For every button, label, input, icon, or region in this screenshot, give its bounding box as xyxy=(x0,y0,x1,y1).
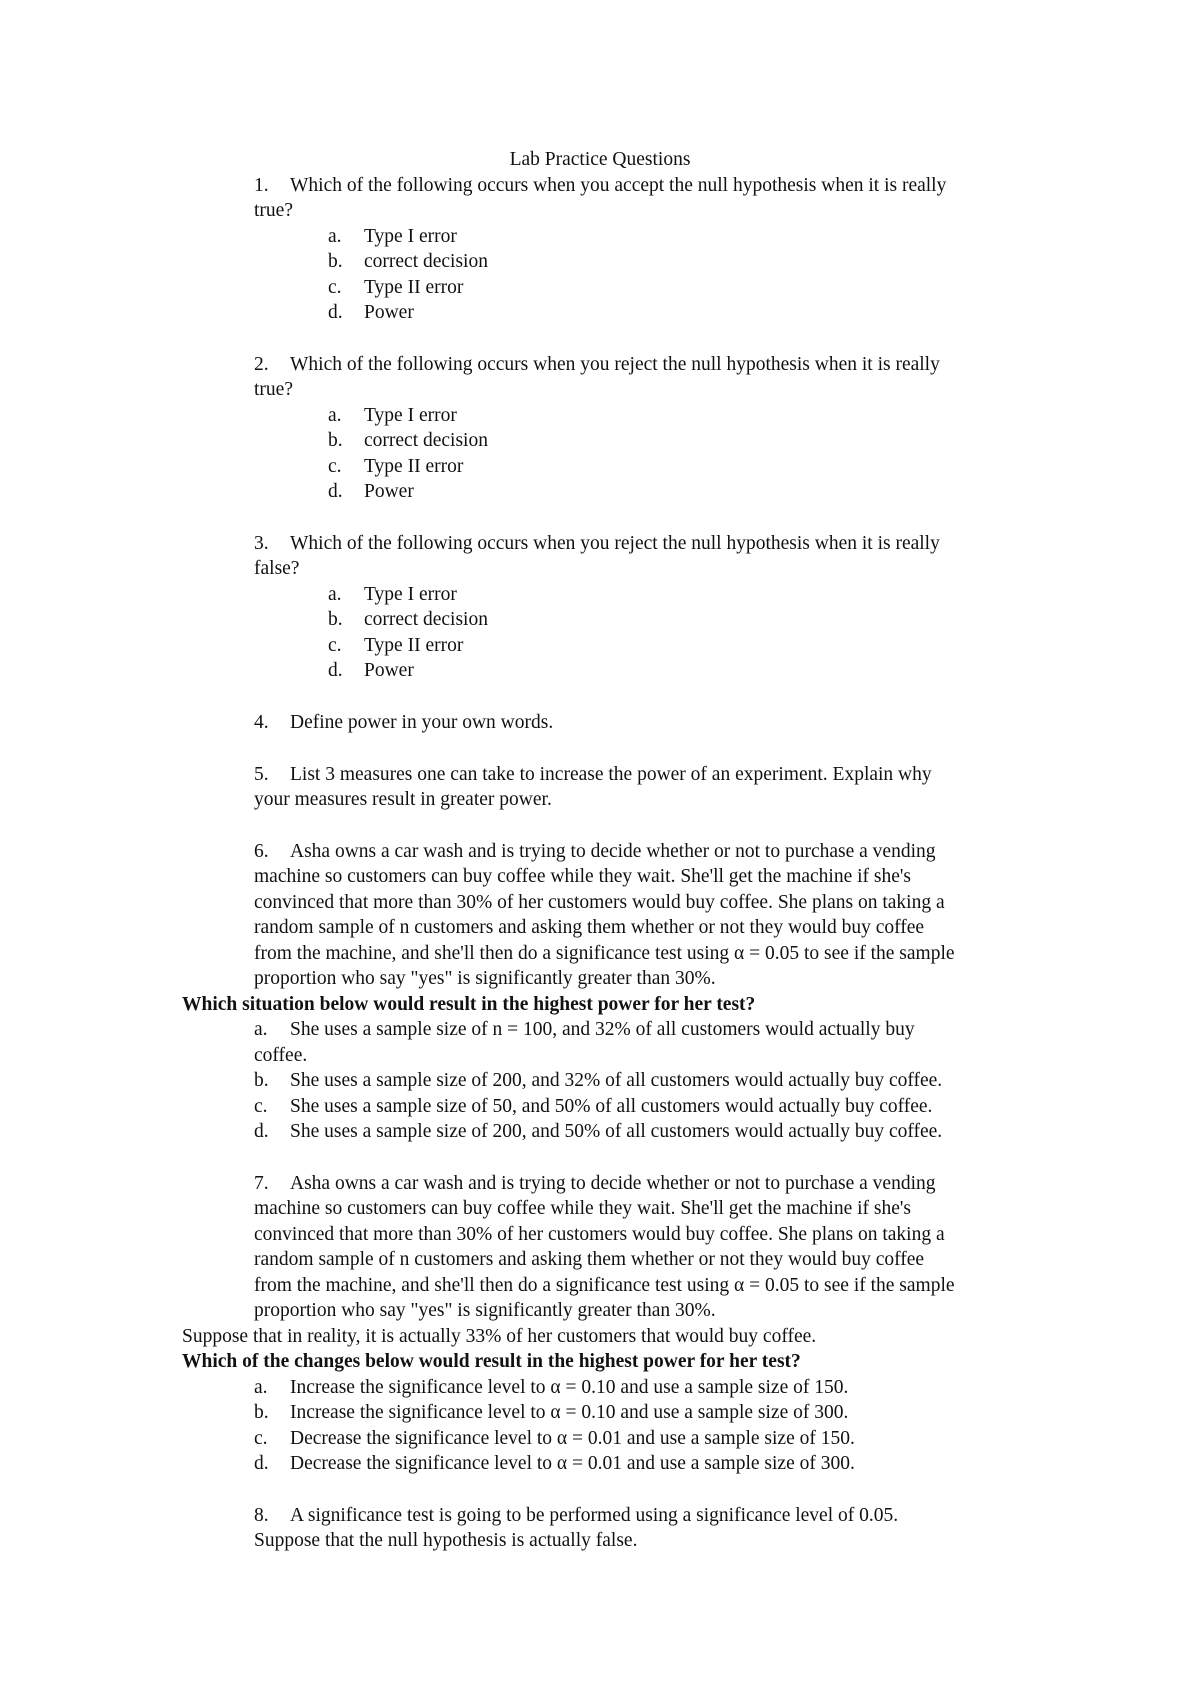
question-number: 8. xyxy=(254,1505,269,1526)
question-number: 1. xyxy=(254,175,269,196)
question-text-cont: random sample of n customers and asking them whether or not they would buy coffee xyxy=(254,917,925,938)
question-text: Which of the following occurs when you reject the null hypothesis when it is really xyxy=(290,533,940,554)
option-c: c. She uses a sample size of 50, and 50% of all customers would actually buy coffee. xyxy=(254,1096,933,1117)
question-number: 7. xyxy=(254,1173,269,1194)
question-number: 2. xyxy=(254,354,269,375)
question-number: 5. xyxy=(254,764,269,785)
question-3 xyxy=(254,532,940,556)
option-c: c. Decrease the significance level to α = 0.01 and use a sample size of 150. xyxy=(254,1428,855,1449)
question-text-cont: proportion who say "yes" is significantly greater than 30%. xyxy=(254,1300,716,1321)
question-text: Which of the following occurs when you reject the null hypothesis when it is really xyxy=(290,354,940,375)
question-text-cont: your measures result in greater power. xyxy=(254,789,552,810)
option-d: d. Power xyxy=(328,660,414,681)
option-a: a. She uses a sample size of n = 100, and 32% of all customers would actually buy xyxy=(254,1019,915,1040)
question-suppose: Suppose that in reality, it is actually 33% of her customers that would buy coffee. xyxy=(182,1326,817,1347)
option-c: c. Type II error xyxy=(328,635,464,656)
question-text: Which of the following occurs when you accept the null hypothesis when it is really xyxy=(290,175,947,196)
question-4 xyxy=(254,711,553,735)
option-a-cont: coffee. xyxy=(254,1045,308,1066)
question-2 xyxy=(254,353,940,377)
option-c: c. Type II error xyxy=(328,456,464,477)
option-b: b. correct decision xyxy=(328,430,488,451)
question-text-cont: from the machine, and she'll then do a significance test using α = 0.05 to see if the sample xyxy=(254,1275,955,1296)
question-text-cont: false? xyxy=(254,558,300,579)
question-number: 4. xyxy=(254,712,269,733)
question-text: Define power in your own words. xyxy=(290,712,554,733)
option-d: d. Decrease the significance level to α = 0.01 and use a sample size of 300. xyxy=(254,1453,855,1474)
page-title: Lab Practice Questions xyxy=(509,149,691,170)
option-a: a. Type I error xyxy=(328,584,457,605)
question-text-cont: convinced that more than 30% of her customers would buy coffee. She plans on taking a xyxy=(254,892,945,913)
question-number: 6. xyxy=(254,841,269,862)
option-a: a. Type I error xyxy=(328,226,457,247)
question-text-cont: machine so customers can buy coffee while they wait. She'll get the machine if she's xyxy=(254,1198,912,1219)
question-8 xyxy=(254,1504,898,1528)
question-text-cont: machine so customers can buy coffee while they wait. She'll get the machine if she's xyxy=(254,866,912,887)
option-d: d. Power xyxy=(328,481,414,502)
question-prompt: Which of the changes below would result in the highest power for her test? xyxy=(182,1351,801,1372)
question-7 xyxy=(254,1172,935,1196)
question-text-cont: true? xyxy=(254,379,293,400)
question-prompt: Which situation below would result in the highest power for her test? xyxy=(182,994,756,1015)
question-6 xyxy=(254,840,935,864)
option-d: d. She uses a sample size of 200, and 50% of all customers would actually buy coffee. xyxy=(254,1121,943,1142)
question-text-cont: random sample of n customers and asking them whether or not they would buy coffee xyxy=(254,1249,925,1270)
question-text-cont: Suppose that the null hypothesis is actually false. xyxy=(254,1530,638,1551)
question-text: Asha owns a car wash and is trying to decide whether or not to purchase a vending xyxy=(290,1173,936,1194)
option-c: c. Type II error xyxy=(328,277,464,298)
option-b: b. Increase the significance level to α = 0.10 and use a sample size of 300. xyxy=(254,1402,849,1423)
question-text: List 3 measures one can take to increase the power of an experiment. Explain why xyxy=(290,764,932,785)
option-a: a. Increase the significance level to α = 0.10 and use a sample size of 150. xyxy=(254,1377,849,1398)
option-a: a. Type I error xyxy=(328,405,457,426)
question-5 xyxy=(254,763,932,787)
question-text-cont: convinced that more than 30% of her customers would buy coffee. She plans on taking a xyxy=(254,1224,945,1245)
question-number: 3. xyxy=(254,533,269,554)
question-text: Asha owns a car wash and is trying to decide whether or not to purchase a vending xyxy=(290,841,936,862)
option-b: b. correct decision xyxy=(328,251,488,272)
option-d: d. Power xyxy=(328,302,414,323)
option-b: b. She uses a sample size of 200, and 32% of all customers would actually buy coffee. xyxy=(254,1070,943,1091)
question-text: A significance test is going to be performed using a significance level of 0.05. xyxy=(290,1505,899,1526)
question-text-cont: true? xyxy=(254,200,293,221)
question-text-cont: from the machine, and she'll then do a significance test using α = 0.05 to see if the sample xyxy=(254,943,955,964)
option-b: b. correct decision xyxy=(328,609,488,630)
question-1 xyxy=(254,174,946,198)
question-text-cont: proportion who say "yes" is significantly greater than 30%. xyxy=(254,968,716,989)
